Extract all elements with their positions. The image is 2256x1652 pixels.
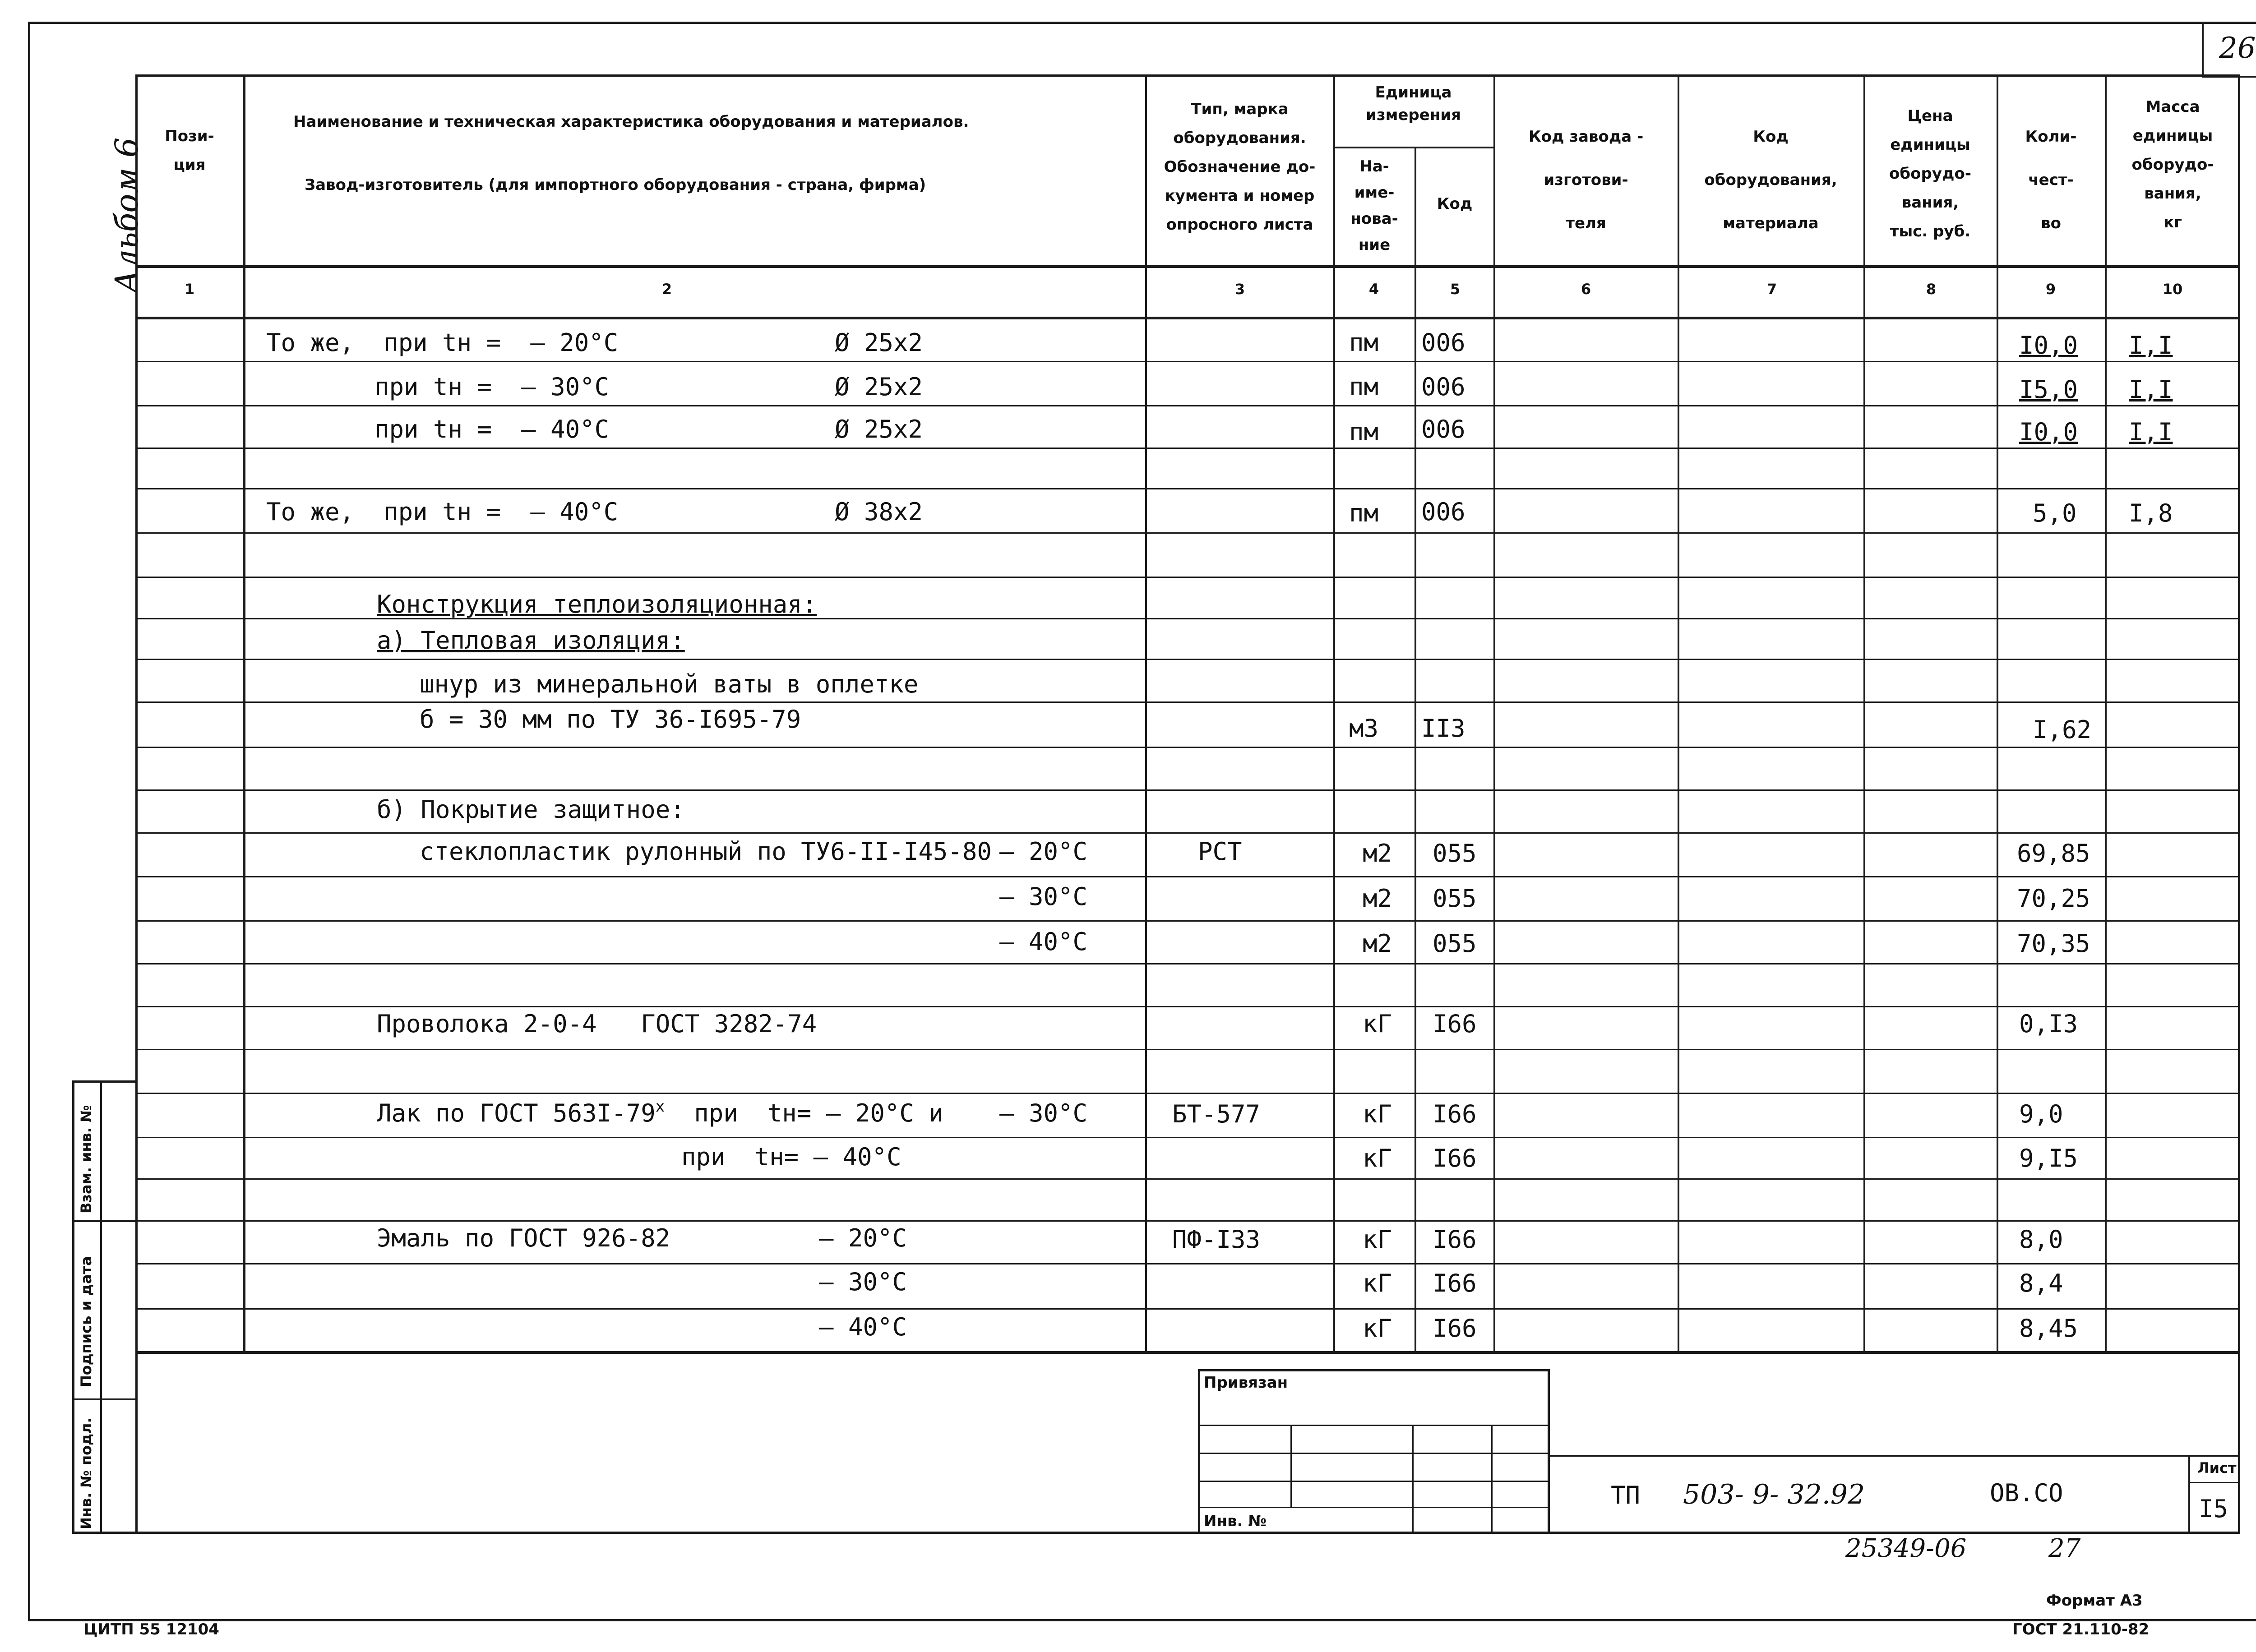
colnum-5: 5	[1450, 281, 1461, 298]
row10-name: стеклопластик рулонный по ТУ6-II-I45-80	[420, 837, 992, 866]
header-type: Тип, марка оборудования. Обозначение до- кумента и номер опросного листа	[1164, 100, 1316, 234]
colnum-6: 6	[1581, 281, 1591, 298]
row2-name: при tн = – 30°С	[374, 373, 610, 401]
side-strip-row1	[72, 1220, 138, 1222]
row16-qty: 8,0	[2019, 1225, 2063, 1254]
row-line	[135, 920, 2240, 922]
page-number: 27	[2048, 1534, 2081, 1563]
row16-name: Эмаль по ГОСТ 926-82	[377, 1224, 670, 1252]
row8-name: б = 30 мм по ТУ 36-I695-79	[420, 705, 801, 734]
row15-uom: кГ	[1363, 1144, 1392, 1172]
row-line	[135, 876, 2240, 877]
row8-uom: м3	[1349, 714, 1379, 743]
row1-code: 006	[1421, 328, 1465, 357]
row10-temp: – 20°С	[999, 837, 1088, 866]
row10-uom: м2	[1363, 839, 1392, 868]
row17-qty: 8,4	[2019, 1269, 2063, 1297]
sheet-corner-number: 26	[2219, 32, 2256, 65]
header-position: Пози- ция	[165, 127, 214, 174]
colnum-9: 9	[2045, 281, 2056, 298]
row14-code: I66	[1433, 1100, 1477, 1128]
row12-uom: м2	[1363, 929, 1392, 958]
row14-uom: кГ	[1363, 1100, 1392, 1128]
colnum-10: 10	[2162, 281, 2183, 298]
unit-group-divider	[1333, 147, 1493, 148]
row12-temp: – 40°С	[999, 928, 1088, 956]
row3-dimension: Ø 25х2	[835, 415, 923, 443]
row2-uom: пм	[1349, 373, 1379, 401]
col-line-4	[1415, 147, 1416, 1351]
sheet-box-divider	[2188, 1482, 2240, 1483]
header-maker-code: Код завода - изготови- теля	[1528, 128, 1644, 232]
colnum-2: 2	[661, 281, 672, 298]
colnum-7: 7	[1766, 281, 1777, 298]
row3-qty: I0,0	[2019, 418, 2078, 446]
header-unit-name: На- име- нова- ние	[1350, 157, 1398, 254]
row-line	[135, 747, 2240, 748]
designation-prefix: ТП	[1611, 1481, 1641, 1509]
album-label: Альбом 6	[108, 137, 145, 293]
row-line	[135, 405, 2240, 406]
row14-type: БТ-577	[1172, 1100, 1261, 1128]
row17-temp: – 30°С	[819, 1268, 907, 1296]
header-equipment-code: Код оборудования, материала	[1704, 128, 1837, 232]
row14-temp2: – 30°С	[999, 1099, 1088, 1127]
row16-uom: кГ	[1363, 1225, 1392, 1254]
corner-box-left	[2202, 22, 2204, 76]
row18-uom: кГ	[1363, 1314, 1392, 1343]
archive-number: 25349-06	[1845, 1534, 1967, 1563]
row1-name: То же, при tн = – 20°С	[266, 328, 619, 357]
row4-mass: I,8	[2129, 499, 2173, 527]
row-line	[135, 532, 2240, 534]
row9-name: б) Покрытие защитное:	[377, 795, 685, 824]
row1-uom: пм	[1349, 328, 1379, 357]
row18-temp: – 40°С	[819, 1313, 907, 1341]
privyazan-block	[1198, 1369, 1550, 1534]
row-line	[135, 577, 2240, 578]
col-line-7	[1863, 74, 1865, 1351]
gost-footer: ГОСТ 21.110-82	[2012, 1620, 2150, 1638]
row8-code: II3	[1421, 714, 1465, 743]
privyazan-row3	[1198, 1481, 1550, 1482]
privyazan-col3	[1491, 1425, 1493, 1534]
row2-qty: I5,0	[2019, 375, 2078, 404]
row-line	[135, 963, 2240, 964]
row18-code: I66	[1433, 1314, 1477, 1343]
table-bottom-line	[135, 1351, 2240, 1354]
header-price: Цена единицы оборудо- вания, тыс. руб.	[1889, 107, 1971, 240]
row4-uom: пм	[1349, 499, 1379, 527]
privyazan-row1	[1198, 1425, 1550, 1426]
sheet-box-left	[2188, 1455, 2190, 1534]
header-unit-code: Код	[1437, 195, 1473, 213]
col-line-8	[1997, 74, 1998, 1351]
side-strip-row2	[72, 1398, 138, 1400]
row3-code: 006	[1421, 415, 1465, 443]
row11-qty: 70,25	[2017, 884, 2090, 913]
colnum-4: 4	[1368, 281, 1379, 298]
header-name-line2: Завод-изготовитель (для импортного оборудования - страна, фирма)	[305, 176, 926, 194]
row-line	[135, 832, 2240, 834]
row-line	[135, 488, 2240, 489]
row7-name: шнур из минеральной ваты в оплетке	[420, 670, 919, 698]
row-line	[135, 361, 2240, 362]
document-code: ОВ.СО	[1990, 1479, 2063, 1507]
row2-mass: I,I	[2129, 375, 2173, 404]
row3-mass: I,I	[2129, 418, 2173, 446]
colnum-1: 1	[184, 281, 195, 298]
row12-qty: 70,35	[2017, 929, 2090, 958]
row2-dimension: Ø 25х2	[835, 373, 923, 401]
row16-temp: – 20°С	[819, 1224, 907, 1252]
row-line	[135, 1178, 2240, 1180]
row8-qty: I,62	[2033, 715, 2092, 744]
privyazan-row4	[1198, 1507, 1550, 1508]
row13-name: Проволока 2-0-4 ГОСТ 3282-74	[377, 1010, 817, 1038]
row4-dimension: Ø 38х2	[835, 498, 923, 526]
row3-name: при tн = – 40°С	[374, 415, 610, 443]
row4-name: То же, при tн = – 40°С	[266, 498, 619, 526]
row11-temp: – 30°С	[999, 882, 1088, 911]
row11-code: 055	[1433, 884, 1477, 913]
row-line	[135, 1006, 2240, 1007]
privyazan-col1	[1290, 1425, 1292, 1507]
row15-name: при tн= – 40°С	[681, 1143, 901, 1171]
row1-mass: I,I	[2129, 331, 2173, 360]
row-line	[135, 701, 2240, 703]
row-line	[135, 448, 2240, 449]
row3-uom: пм	[1349, 418, 1379, 446]
row17-code: I66	[1433, 1269, 1477, 1297]
header-qty: Коли- чест- во	[2025, 128, 2077, 232]
row13-uom: кГ	[1363, 1010, 1392, 1038]
side-label-inv-vzam: Взам. инв. №	[78, 1105, 95, 1214]
row-line	[135, 1137, 2240, 1138]
left-footer-code: ЦИТП 55 12104	[83, 1620, 219, 1638]
row15-qty: 9,I5	[2019, 1144, 2078, 1172]
col-line-9	[2105, 74, 2107, 1351]
row10-code: 055	[1433, 839, 1477, 868]
row11-uom: м2	[1363, 884, 1392, 913]
row14-qty: 9,0	[2019, 1100, 2063, 1128]
row15-code: I66	[1433, 1144, 1477, 1172]
col-line-1	[243, 74, 245, 1351]
row10-qty: 69,85	[2017, 839, 2090, 868]
row18-qty: 8,45	[2019, 1314, 2078, 1343]
row16-type: ПФ-I33	[1172, 1225, 1261, 1254]
side-strip-divider	[100, 1080, 102, 1534]
row4-qty: 5,0	[2033, 499, 2077, 527]
header-mass: Масса единицы оборудо- вания, кг	[2131, 98, 2214, 231]
designation-number: 503- 9- 32.92	[1683, 1479, 1865, 1510]
row-line	[135, 659, 2240, 660]
privyazan-label: Привязан	[1204, 1374, 1288, 1392]
col-line-5	[1493, 74, 1495, 1351]
sheet-label: Лист	[2197, 1459, 2237, 1477]
col-line-6	[1678, 74, 1679, 1351]
row-line	[135, 1263, 2240, 1264]
row-line	[135, 1220, 2240, 1222]
col-line-2	[1145, 74, 1147, 1351]
format-label: Формат А3	[2046, 1592, 2143, 1610]
header-unit-group: Единица измерения	[1366, 83, 1461, 124]
colnum-3: 3	[1234, 281, 1245, 298]
colnum-8: 8	[1926, 281, 1937, 298]
row1-dimension: Ø 25х2	[835, 328, 923, 357]
row-line	[135, 1049, 2240, 1050]
sheet-number: I5	[2199, 1495, 2228, 1523]
colnum-bottom-line	[135, 317, 2240, 319]
row6-name: а) Тепловая изоляция:	[377, 626, 685, 655]
row2-code: 006	[1421, 373, 1465, 401]
side-label-inv-podl: Инв. № подл.	[78, 1417, 95, 1529]
row-line	[135, 1093, 2240, 1094]
row17-uom: кГ	[1363, 1269, 1392, 1297]
row13-qty: 0,I3	[2019, 1010, 2078, 1038]
row-line	[135, 1308, 2240, 1310]
row-line	[135, 789, 2240, 791]
header-bottom-line	[135, 265, 2240, 268]
row12-code: 055	[1433, 929, 1477, 958]
inv-no-label: Инв. №	[1204, 1512, 1267, 1530]
side-label-signature-date: Подпись и дата	[78, 1256, 95, 1387]
row16-code: I66	[1433, 1225, 1477, 1254]
row1-qty: I0,0	[2019, 331, 2078, 360]
row10-type: РСТ	[1198, 837, 1242, 866]
row5-name: Конструкция теплоизоляционная:	[377, 590, 817, 618]
col-line-3	[1333, 74, 1335, 1351]
privyazan-row2	[1198, 1453, 1550, 1454]
row13-code: I66	[1433, 1010, 1477, 1038]
row14-name: Лак по ГОСТ $563I-79^х$ при tн= – 20°С и	[377, 1098, 943, 1127]
title-block-top	[1550, 1455, 2240, 1457]
row4-code: 006	[1421, 498, 1465, 526]
privyazan-col2	[1412, 1425, 1414, 1534]
header-name-line1: Наименование и техническая характеристика оборудования и материалов.	[293, 113, 969, 131]
